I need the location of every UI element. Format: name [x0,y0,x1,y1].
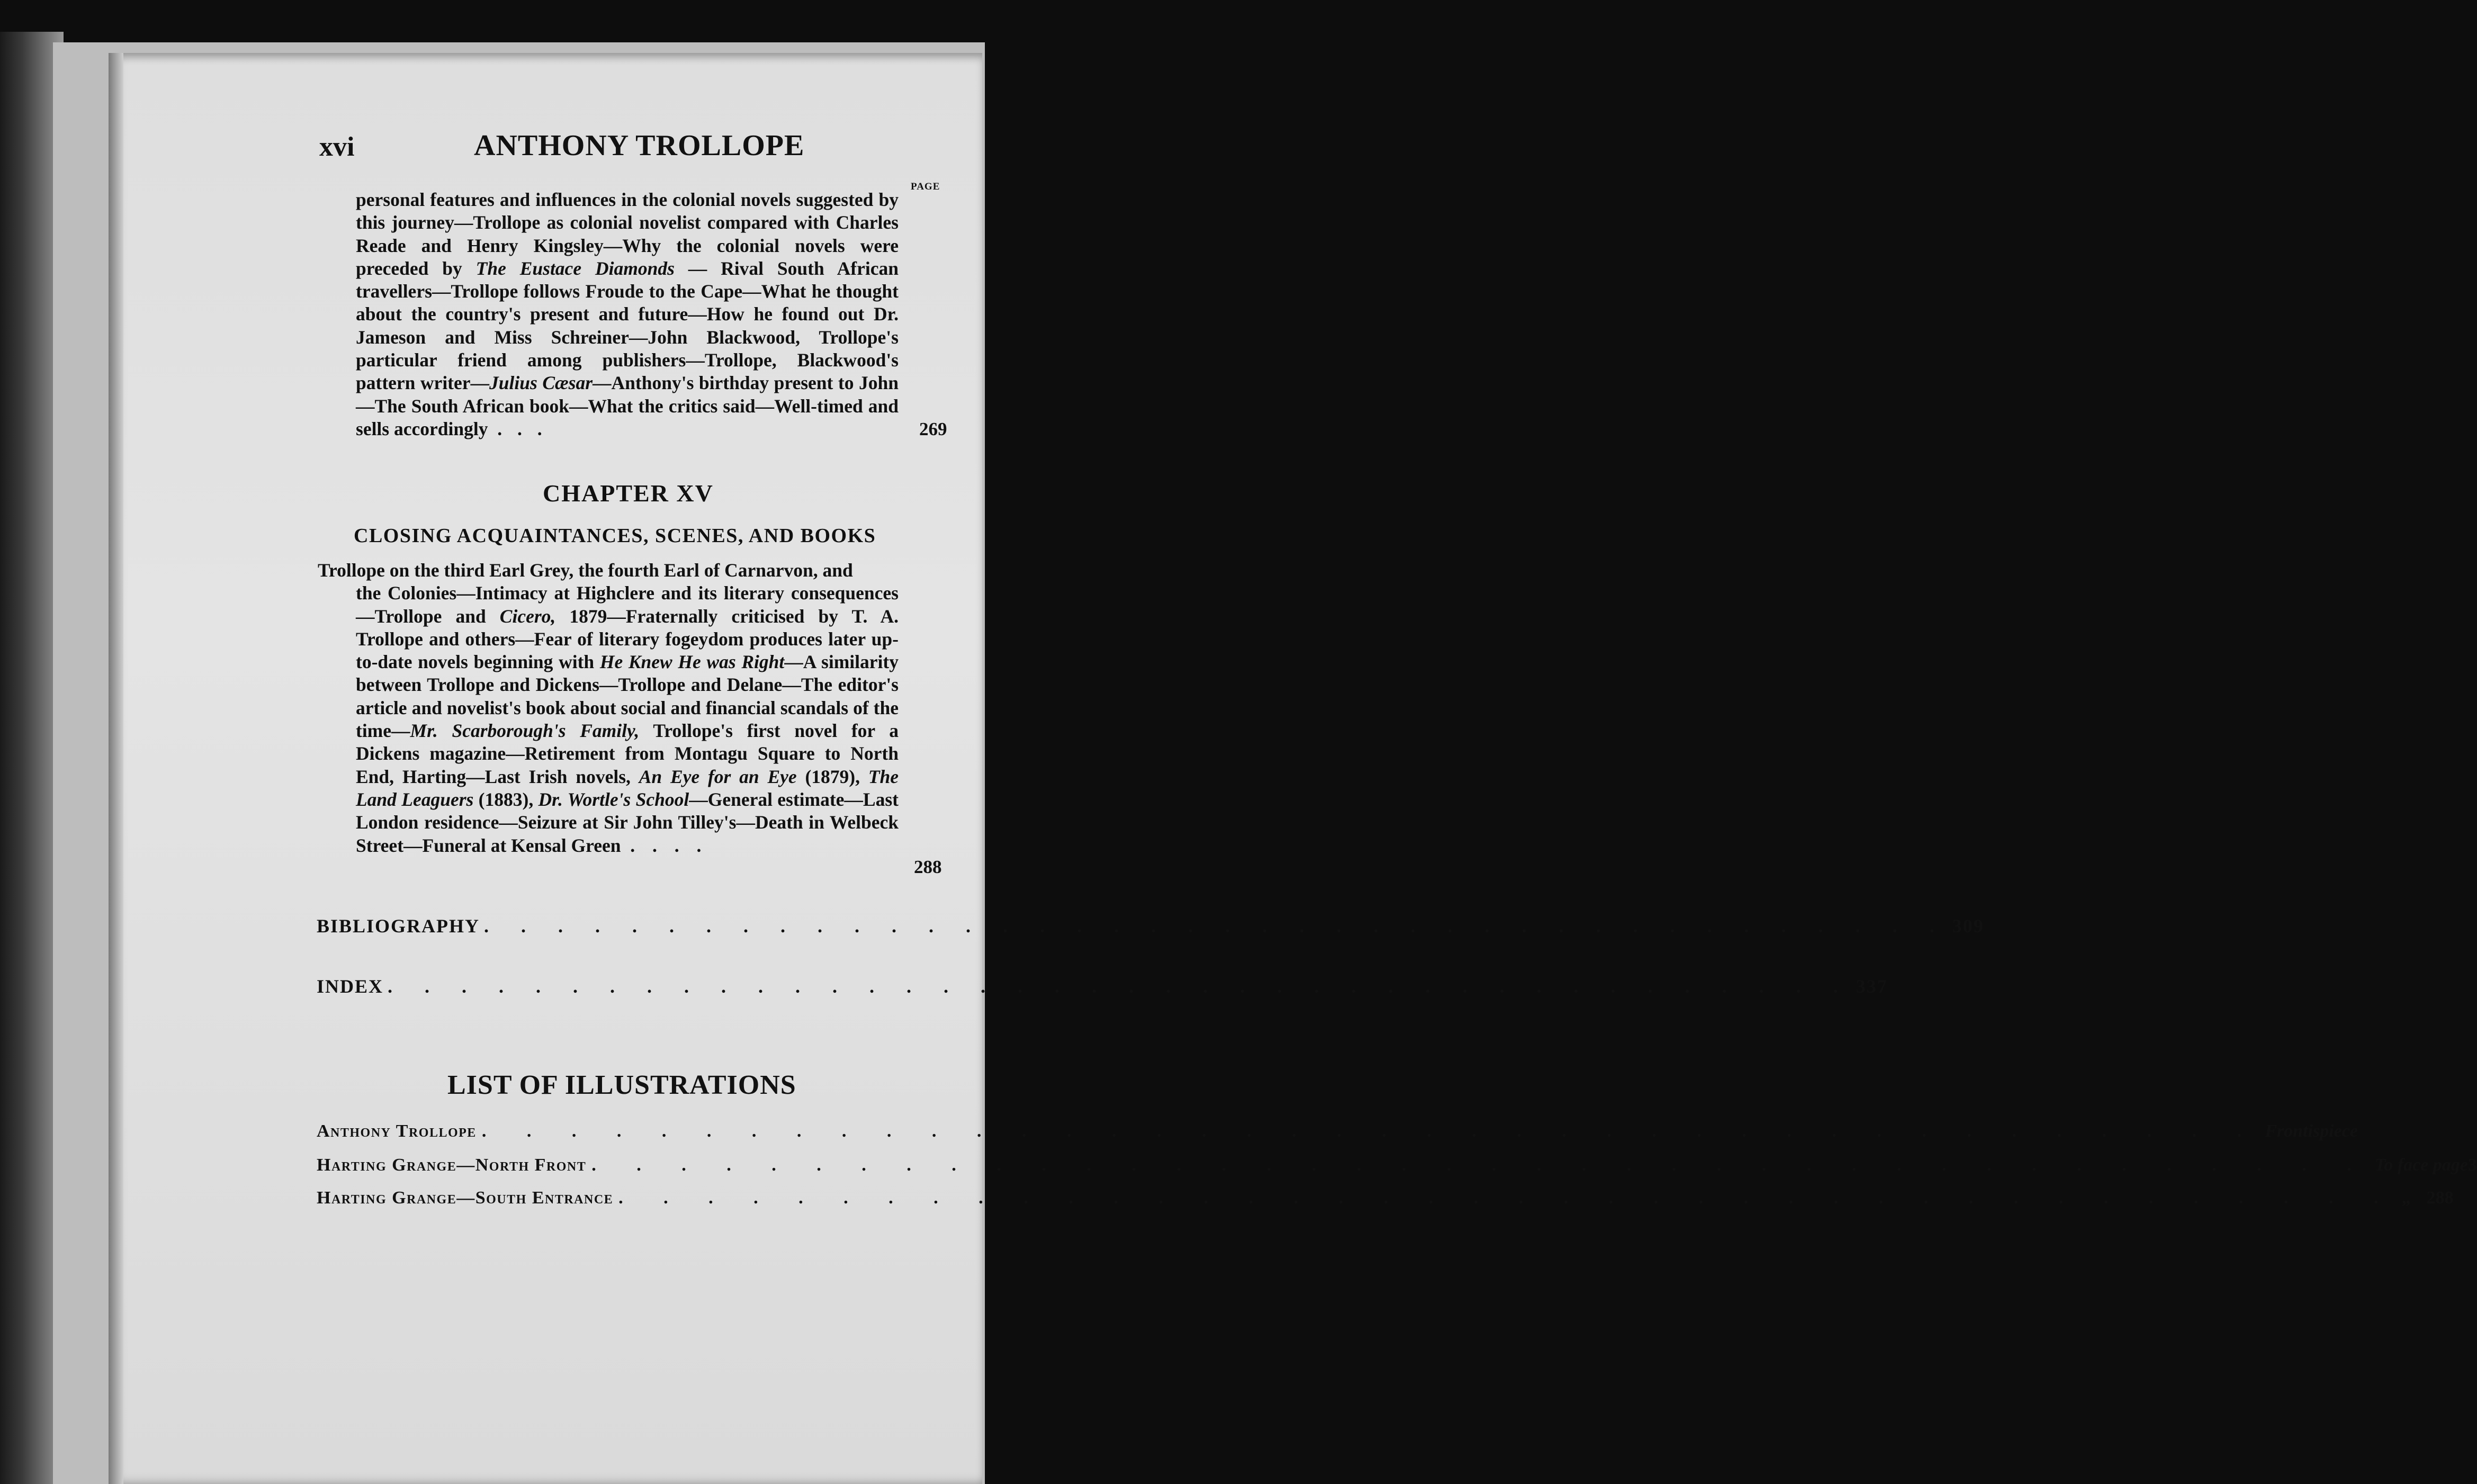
book-title: The Eustace Diamonds [475,257,675,279]
summary-text: (1879), [796,766,868,787]
illustration-reference: „ [2401,1188,2411,1208]
summary-continuation [318,582,899,857]
illustration-reference: Frontispiece [2265,1121,2358,1141]
illustration-label: Anthony Trollope [317,1121,477,1141]
index-entry[interactable] [317,975,1888,997]
summary-text: Trollope on the third Earl Grey, the fourth Earl of Carnarvon, and [318,560,853,581]
summary-text: personal features and influences in the colonial novels suggested by this journey—Trollope as colonial novelist compared with Charles Reade and Henry Kingsley—Why the colonial novels were preceded by [356,189,899,279]
dot-leader: . . . [497,418,548,439]
page-gutter-shadow [109,53,123,1484]
chapter-subtitle: CLOSING ACQUAINTANCES, SCENES, AND BOOKS [354,525,876,547]
dot-leader: . . . . . . . . . . . . . . . . . . . . . . . . . . . . . . . . . . . . . . . . [484,915,1949,937]
book-title: Julius Cæsar [489,372,593,394]
entry-page: 337 [1856,976,1888,997]
illustration-page: 3 [2467,1155,2477,1175]
summary-text: —General estimate—Last London residence—Seizure at Sir John Tilley's—Death in Welbeck Street—Funeral at Kensal Green [356,788,899,856]
chapter-xv-page: 288 [914,857,942,877]
book-title: An Eye for an Eye [639,766,797,787]
summary-text: —A similarity between Trollope and Dickens—Trollope and Delane—The editor's article and novelist's book about social and financial scandals of the time— [356,651,899,742]
illustration-page: 288 [2426,1188,2454,1208]
book-title: The Land Leaguers [356,766,899,810]
summary-text: Trollope's first novel for a Dickens magazine—Retirement from Montagu Square to North End, Harting—Last Irish novels, [356,720,899,787]
chapter-xv-summary [318,559,899,857]
summary-text: —Anthony's birthday present to John—The South African book—What the critics said—Well-timed and sells accordingly [356,372,899,439]
chapter-heading: CHAPTER XV [543,480,714,507]
dot-leader: . . . . . . . . . . . . . . . . . . . . . . . . . . . . . . . . . . . . . . . . [591,1155,2370,1175]
dot-leader: . . . . . . . . . . . . . . . . . . . . . . . . . . . . . . . . . . . . . . . . [388,976,1852,997]
chapter-xiv-page: 269 [919,419,947,439]
running-title: ANTHONY TROLLOPE [474,129,805,162]
bibliography-entry[interactable] [317,915,1985,937]
illustration-entry[interactable] [317,1188,2454,1208]
book-title: Mr. Scarborough's Family, [410,720,640,742]
illustration-label: Harting Grange—South Entrance [317,1188,614,1208]
illustration-entry[interactable] [317,1121,2358,1141]
illustration-entry[interactable] [317,1155,2477,1175]
chapter-xiv-summary [356,188,899,440]
illustration-reference: To face page [2374,1155,2468,1175]
illustration-label: Harting Grange—North Front [317,1155,587,1175]
dot-leader: . . . . [630,834,708,856]
book-title: Cicero, [499,605,556,627]
dot-leader: . . . . . . . . . . . . . . . . . . . . . . . . . . . . . . . . . . . . . . . . [481,1121,2260,1141]
summary-text: the Colonies—Intimacy at Highclere and its literary consequences—Trollope and [356,582,899,627]
illustrations-heading: LIST OF ILLUSTRATIONS [447,1070,796,1100]
summary-text: — Rival South African travellers—Trollope follows Froude to the Cape—What he thought about the country's present and future—How he found out Dr. Jameson and Miss Schreiner—John Blackwood, Trollope's particular friend among publishers—Trollope, Blackwood's pattern writer— [356,257,899,394]
summary-text: 1879—Fraternally criticised by T. A. Trollope and others—Fear of literary fogeydom produces later up-to-date novels beginning with [356,605,899,673]
summary-text: (1883), [473,788,539,810]
dot-leader: . . . . . . . . . . . . . . . . . . . . . . . . . . . . . . . . . . . . . . . . [618,1188,2397,1208]
page-numeral: xvi [319,132,355,162]
entry-page: 309 [1952,915,1985,937]
book-title: Dr. Wortle's School [538,788,689,810]
entry-label: INDEX [317,976,384,997]
entry-label: BIBLIOGRAPHY [317,915,480,937]
book-title: He Knew He was Right [599,651,785,673]
page-column-label: PAGE [911,181,940,192]
